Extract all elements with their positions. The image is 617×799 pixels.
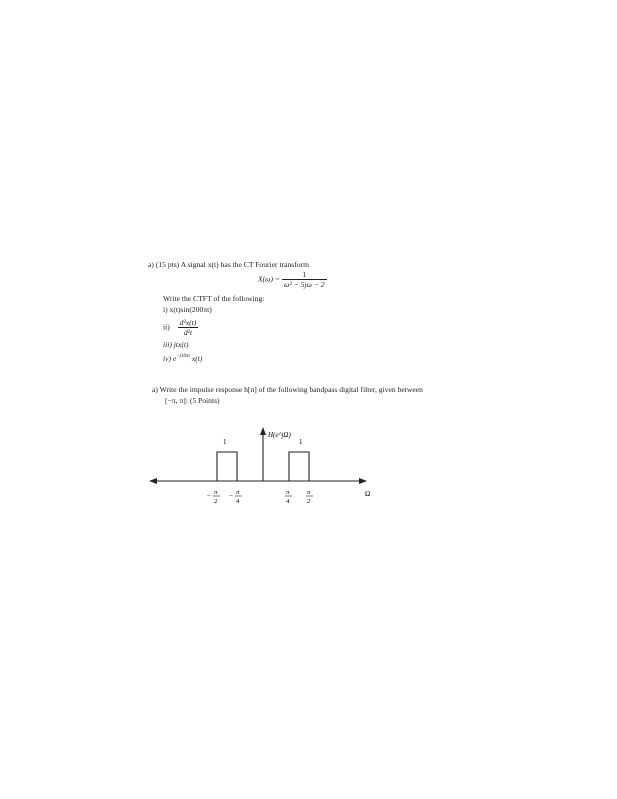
- problem-b-line2: [−π, π]: (5 Points): [165, 396, 220, 405]
- right-height-label: 1: [299, 438, 303, 446]
- tick-neg-pi-over-4-num: π: [236, 489, 240, 496]
- item-i: i) x(t)sin(200πt): [163, 305, 212, 314]
- problem-b-line1: a) Write the impulse response h[n] of the following bandpass digital filter, given between: [152, 385, 423, 394]
- item-iv-suffix: x(t): [189, 354, 203, 363]
- tick-pi-over-4-den: 4: [286, 498, 290, 505]
- tick-neg-pi-over-2-den: 2: [214, 498, 218, 505]
- formula-denominator: ω² − 5jω − 2: [284, 280, 325, 289]
- formula-lhs: X(ω) =: [258, 274, 281, 284]
- tick-neg-pi-over-4-sign: −: [229, 492, 233, 500]
- item-iv-exponent: −j10πt: [176, 354, 190, 359]
- item-iv-prefix: iv) e: [163, 354, 177, 363]
- left-height-label: 1: [223, 438, 227, 446]
- x-axis-right-arrow: [359, 478, 367, 484]
- tick-neg-pi-over-2-sign: −: [207, 492, 211, 500]
- tick-label-neg-pi-over-2: [207, 489, 220, 505]
- right-passband: [289, 452, 309, 481]
- x-axis-label: Ω: [365, 490, 371, 498]
- item-iii: iii) jtx(t): [163, 340, 189, 349]
- tick-pi-over-2-den: 2: [307, 498, 311, 505]
- x-axis-left-arrow: [149, 478, 157, 484]
- tick-pi-over-4-num: π: [286, 489, 290, 496]
- y-axis-arrow: [260, 427, 266, 435]
- tick-label-pi-over-4: [285, 489, 292, 505]
- left-passband: [217, 452, 237, 481]
- tick-neg-pi-over-2-num: π: [214, 489, 218, 496]
- tick-pi-over-2-num: π: [307, 489, 311, 496]
- formula-numerator: 1: [302, 270, 307, 279]
- tick-label-pi-over-2: [306, 489, 313, 505]
- problem-a-intro: a) (15 pts) A signal x(t) has the CT Fourier transform: [148, 260, 309, 269]
- item-ii-numerator: d²x(t): [179, 318, 197, 327]
- tick-label-neg-pi-over-4: [229, 489, 242, 505]
- problem-a-instruction: Write the CTFT of the following:: [163, 294, 265, 303]
- item-ii-label: ii): [163, 322, 170, 332]
- tick-neg-pi-over-4-den: 4: [236, 498, 240, 505]
- y-axis-label: H(e^jΩ): [268, 431, 291, 439]
- item-ii-denominator: d²t: [178, 327, 199, 337]
